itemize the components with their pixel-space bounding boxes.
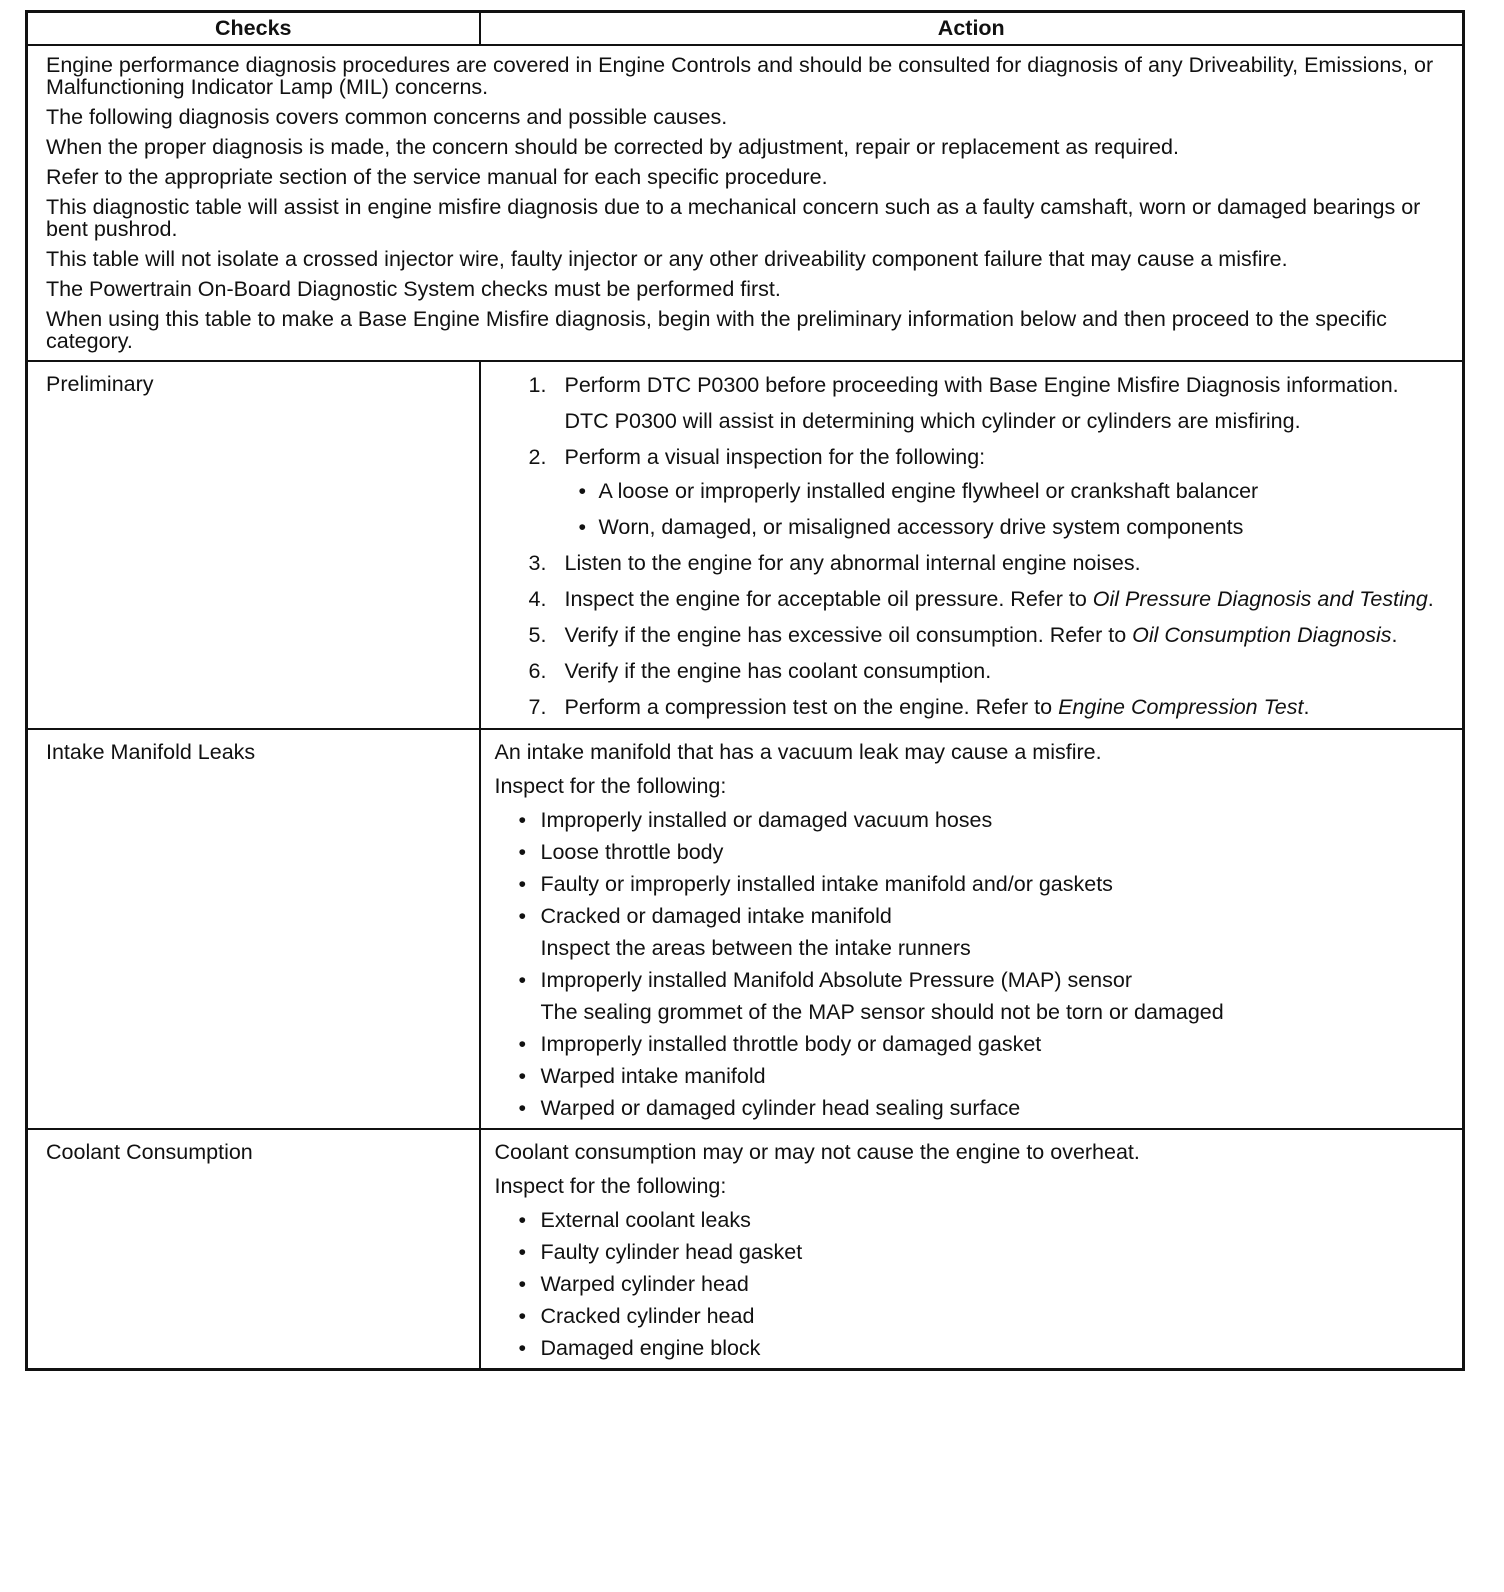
misfire-diagnosis-table xyxy=(25,10,1465,1371)
intro-paragraph: The following diagnosis covers common concerns and possible causes. xyxy=(46,105,728,129)
step-tail: . xyxy=(1427,587,1434,611)
step-tail: . xyxy=(1391,623,1398,647)
step-tail: . xyxy=(1303,695,1310,719)
action-cell xyxy=(480,729,1464,1129)
bullet-icon: • xyxy=(518,1096,527,1120)
step-text: Listen to the engine for any abnormal internal engine noises. xyxy=(564,551,1141,575)
bullet-icon: • xyxy=(518,1272,527,1296)
step-item xyxy=(529,586,1449,612)
bullet-note: The sealing grommet of the MAP sensor should not be torn or damaged xyxy=(540,1000,1224,1024)
step-list xyxy=(495,372,1449,720)
list-item xyxy=(579,478,1449,504)
step-text: Verify if the engine has excessive oil consumption. Refer to xyxy=(564,623,1133,647)
bullet-icon: • xyxy=(518,840,527,864)
intro-cell xyxy=(27,45,1464,361)
inspect-heading: Inspect for the following: xyxy=(494,774,727,798)
bullet-text: External coolant leaks xyxy=(540,1208,751,1232)
bullet-icon: • xyxy=(518,872,527,896)
list-item xyxy=(519,872,1449,896)
action-lead: An intake manifold that has a vacuum leak may cause a misfire. xyxy=(494,740,1102,764)
checks-header: Checks xyxy=(27,12,480,46)
step-text: Inspect the engine for acceptable oil pressure. Refer to xyxy=(564,587,1093,611)
bullet-icon: • xyxy=(518,1304,527,1328)
table-row-coolant-consumption xyxy=(27,1129,1464,1370)
bullet-text: Improperly installed or damaged vacuum hoses xyxy=(540,808,993,832)
intro-paragraph: When using this table to make a Base Engine Misfire diagnosis, begin with the preliminary information below and then proceed to the specific category. xyxy=(46,307,1387,353)
step-item xyxy=(529,444,1449,540)
list-item xyxy=(579,514,1449,540)
step-number: 4. xyxy=(528,587,547,611)
step-item xyxy=(529,622,1449,648)
intro-paragraph: This diagnostic table will assist in engine misfire diagnosis due to a mechanical concern such as a faulty camshaft, worn or damaged bearings or bent pushrod. xyxy=(46,195,1421,241)
bullet-text: Warped cylinder head xyxy=(540,1272,749,1296)
inspect-heading: Inspect for the following: xyxy=(494,1174,727,1198)
list-item xyxy=(519,1336,1449,1360)
bullet-text: Faulty cylinder head gasket xyxy=(540,1240,803,1264)
bullet-text: Warped or damaged cylinder head sealing surface xyxy=(540,1096,1021,1120)
action-cell xyxy=(480,1129,1464,1370)
list-item xyxy=(519,1032,1449,1056)
bullet-icon: • xyxy=(518,808,527,832)
step-item xyxy=(529,658,1449,684)
action-cell xyxy=(480,361,1464,729)
bullet-text: Damaged engine block xyxy=(540,1336,761,1360)
step-item xyxy=(529,372,1449,434)
check-label: Coolant Consumption xyxy=(27,1129,480,1370)
table-row-intake-manifold-leaks xyxy=(27,729,1464,1129)
reference-link-text: Oil Pressure Diagnosis and Testing xyxy=(1092,587,1428,611)
list-item xyxy=(519,1240,1449,1264)
list-item xyxy=(519,968,1449,1024)
step-item xyxy=(529,694,1449,720)
bullet-text: Warped intake manifold xyxy=(540,1064,766,1088)
bullet-icon: • xyxy=(518,1240,527,1264)
table-row-preliminary xyxy=(27,361,1464,729)
bullet-text: Worn, damaged, or misaligned accessory drive system components xyxy=(598,515,1244,539)
bullet-text: Improperly installed Manifold Absolute Pressure (MAP) sensor xyxy=(540,968,1133,992)
list-item xyxy=(519,1304,1449,1328)
bullet-icon: • xyxy=(518,904,527,928)
table-header-row xyxy=(27,12,1464,46)
bullet-icon: • xyxy=(518,968,527,992)
step-number: 5. xyxy=(528,623,547,647)
bullet-icon: • xyxy=(518,1336,527,1360)
step-text: Perform DTC P0300 before proceeding with Base Engine Misfire Diagnosis information. xyxy=(564,373,1399,397)
intro-paragraph: Refer to the appropriate section of the service manual for each specific procedure. xyxy=(46,165,828,189)
list-item xyxy=(519,1064,1449,1088)
check-label: Intake Manifold Leaks xyxy=(27,729,480,1129)
step-number: 7. xyxy=(528,695,547,719)
bullet-text: A loose or improperly installed engine flywheel or crankshaft balancer xyxy=(598,479,1259,503)
bullet-icon: • xyxy=(578,479,587,503)
step-number: 1. xyxy=(528,373,547,397)
reference-link-text: Engine Compression Test xyxy=(1058,695,1304,719)
bullet-text: Cracked cylinder head xyxy=(540,1304,755,1328)
list-item xyxy=(519,1096,1449,1120)
bullet-list xyxy=(495,808,1449,1120)
bullet-list xyxy=(495,1208,1449,1360)
list-item xyxy=(519,1272,1449,1296)
list-item xyxy=(519,1208,1449,1232)
list-item xyxy=(519,840,1449,864)
step-text: Perform a compression test on the engine. Refer to xyxy=(564,695,1059,719)
intro-paragraph: The Powertrain On-Board Diagnostic System checks must be performed first. xyxy=(46,277,781,301)
bullet-icon: • xyxy=(518,1208,527,1232)
reference-link-text: Oil Consumption Diagnosis xyxy=(1132,623,1392,647)
step-text: Perform a visual inspection for the following: xyxy=(564,445,986,469)
intro-paragraph: When the proper diagnosis is made, the concern should be corrected by adjustment, repair or replacement as required. xyxy=(46,135,1179,159)
list-item xyxy=(519,904,1449,960)
step-note: DTC P0300 will assist in determining which cylinder or cylinders are misfiring. xyxy=(564,409,1301,433)
intro-paragraph: Engine performance diagnosis procedures are covered in Engine Controls and should be consulted for diagnosis of any Driveability, Emissions, or Malfunctioning Indicator Lamp (MIL) concerns. xyxy=(46,53,1434,99)
check-label: Preliminary xyxy=(27,361,480,729)
bullet-text: Improperly installed throttle body or damaged gasket xyxy=(540,1032,1042,1056)
bullet-icon: • xyxy=(518,1064,527,1088)
bullet-text: Faulty or improperly installed intake manifold and/or gaskets xyxy=(540,872,1113,896)
bullet-text: Loose throttle body xyxy=(540,840,724,864)
step-number: 2. xyxy=(528,445,547,469)
action-header: Action xyxy=(480,12,1464,46)
action-lead: Coolant consumption may or may not cause the engine to overheat. xyxy=(494,1140,1140,1164)
step-text: Verify if the engine has coolant consumption. xyxy=(564,659,992,683)
step-number: 3. xyxy=(528,551,547,575)
step-item xyxy=(529,550,1449,576)
bullet-text: Cracked or damaged intake manifold xyxy=(540,904,892,928)
bullet-icon: • xyxy=(518,1032,527,1056)
list-item xyxy=(519,808,1449,832)
bullet-icon: • xyxy=(578,515,587,539)
intro-paragraph: This table will not isolate a crossed injector wire, faulty injector or any other driveability component failure that may cause a misfire. xyxy=(46,247,1288,271)
bullet-note: Inspect the areas between the intake runners xyxy=(540,936,971,960)
step-number: 6. xyxy=(528,659,547,683)
intro-row xyxy=(27,45,1464,361)
sub-bullet-list xyxy=(565,478,1449,540)
